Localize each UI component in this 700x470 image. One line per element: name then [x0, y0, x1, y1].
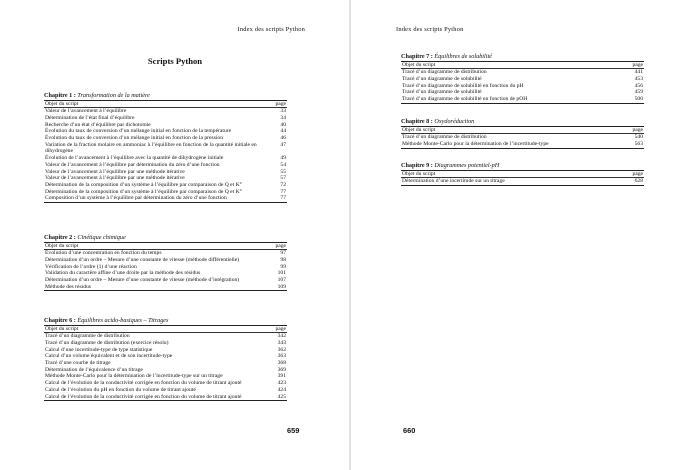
table-header-row [401, 170, 644, 178]
chapter-block [401, 118, 644, 149]
chapter-title [401, 53, 644, 61]
script-page: 72 [280, 181, 286, 188]
script-page: 441 [634, 69, 643, 76]
running-head-right: Index des scripts Python [396, 26, 464, 33]
script-object: Calcul de l’évolution de la conductivité corrigée en fonction du volume de titrant ajouté [45, 393, 242, 400]
script-object: Calcul d’une incertitude-type de type statistique [45, 346, 153, 353]
chapter-name: Équilibres de solubilité [434, 53, 492, 60]
table-row [401, 83, 644, 90]
chapter-label: Chapitre 1 : [44, 92, 76, 99]
page-title: Scripts Python [147, 56, 203, 66]
script-object: Tracé d’une courbe de titrage [45, 360, 111, 366]
script-page: 563 [634, 140, 643, 147]
table-row [44, 195, 287, 202]
chapter-name: Diagrammes potentiel-pH [434, 162, 500, 169]
script-page: 77 [280, 188, 286, 195]
script-page: 44 [280, 128, 286, 135]
script-object: Détermination de l’équivalence d’un titrage [45, 366, 143, 373]
script-object: Tracé d’un diagramme de solubilité en fonction de pOH [402, 96, 528, 102]
script-page: 49 [280, 155, 286, 162]
script-page: 628 [634, 178, 643, 185]
column-header-page: page [620, 61, 644, 69]
column-header-object: Objet du script [44, 242, 263, 250]
chapter-name: Transformation de la matière [77, 92, 150, 99]
table-row [401, 141, 644, 148]
chapter-name: Équilibres acido-basiques – Titrages [77, 317, 169, 324]
script-page: 456 [634, 82, 643, 89]
chapter-block [44, 234, 287, 291]
script-object: Évolution de l’avancement à l’équilibre avec la quantité de dihydrogène initiale [45, 155, 224, 162]
script-object: Valeur de l’avancement à l’équilibre [45, 108, 127, 115]
table-row [44, 270, 287, 277]
page-number-left: 659 [287, 426, 300, 435]
table-row [44, 257, 287, 264]
script-object: Valeur de l’avancement à l’équilibre par une méthode itérative [45, 168, 185, 175]
chapter-block [44, 92, 287, 203]
column-header-page: page [263, 100, 287, 108]
column-header-page: page [620, 126, 644, 134]
script-page: 34 [280, 114, 286, 121]
script-page: 500 [634, 96, 643, 102]
script-table [401, 170, 644, 186]
table-row [401, 134, 644, 141]
table-row [401, 89, 644, 96]
script-page: 425 [277, 393, 286, 400]
table-row [44, 333, 287, 340]
chapter-name: Cinétique chimique [77, 234, 126, 241]
table-row [44, 175, 287, 182]
script-page: 99 [280, 263, 286, 270]
column-header-object: Objet du script [401, 61, 620, 69]
table-row [44, 394, 287, 401]
script-object: Composition d’un système à l’équilibre par détermination du zéro d’une fonction [45, 195, 227, 202]
table-row [44, 367, 287, 374]
chapter-label: Chapitre 8 : [401, 118, 433, 125]
script-page: 369 [277, 366, 286, 373]
script-page: 33 [280, 108, 286, 115]
table-row [44, 155, 287, 162]
script-object: Calcul de l’évolution du pH en fonction du volume de titrant ajouté [45, 386, 196, 393]
column-header-page: page [263, 325, 287, 333]
script-object: Méthode Monte-Carlo pour la détermination de l’incertitude-type sur un titrage [45, 373, 223, 380]
script-page: 101 [277, 270, 286, 277]
script-table [44, 325, 287, 402]
script-object: Détermination d’une incertitude sur un titrage [402, 178, 505, 185]
script-object: Évolution du taux de conversion d’un mélange initial en fonction de la température [45, 128, 232, 135]
chapter-block [44, 317, 287, 401]
script-table [401, 61, 644, 104]
script-object: Tracé d’un diagramme de distribution [402, 134, 487, 141]
script-page: 47 [280, 141, 286, 148]
table-row [44, 250, 287, 257]
script-object: Détermination de la composition d’un système à l’équilibre par comparaison de Q et K° [45, 181, 242, 188]
script-object: Détermination de l’état final d’équilibre [45, 114, 135, 121]
script-page: 40 [280, 121, 286, 128]
script-page: 342 [277, 333, 286, 340]
table-row [44, 128, 287, 135]
script-object: Vérification de l’ordre (1) d’une réaction [45, 263, 137, 270]
table-row [44, 353, 287, 360]
chapter-name: Oxydoréduction [434, 118, 475, 125]
running-head-left: Index des scripts Python [237, 26, 305, 33]
table-row [44, 169, 287, 176]
script-object: Tracé d’un diagramme de solubilité [402, 75, 482, 82]
script-object: Recherche d’un état d’équilibre par dichotomie [45, 121, 151, 128]
script-page: 98 [280, 256, 286, 263]
script-object: Détermination d’un ordre – Mesure d’une constante de vitesse (méthode différentielle) [45, 256, 240, 263]
table-header-row [44, 325, 287, 333]
script-page: 97 [280, 250, 286, 257]
chapter-title [44, 234, 287, 242]
script-page: 368 [277, 360, 286, 366]
table-header-row [44, 100, 287, 108]
column-header-page: page [620, 170, 644, 178]
table-header-row [401, 61, 644, 69]
script-object: Calcul d’un volume équivalent et de son incertitude-type [45, 353, 173, 360]
script-page: 391 [277, 373, 286, 380]
chapter-title [401, 118, 644, 126]
table-row [401, 69, 644, 76]
script-page: 46 [280, 135, 286, 141]
script-page: 424 [277, 386, 286, 393]
table-row [401, 178, 644, 186]
script-object: Tracé d’un diagramme de distribution [45, 333, 130, 340]
script-page: 54 [280, 161, 286, 168]
script-table [44, 242, 287, 292]
table-row [44, 347, 287, 354]
script-table [44, 100, 287, 203]
script-object: Tracé d’un diagramme de distribution (exercice résolu) [45, 339, 169, 346]
column-header-page: page [263, 242, 287, 250]
table-row [401, 76, 644, 83]
table-header-row [401, 126, 644, 134]
script-page: 363 [277, 353, 286, 360]
chapter-title [401, 162, 644, 170]
table-row [44, 182, 287, 189]
column-header-object: Objet du script [44, 325, 263, 333]
table-row [44, 108, 287, 115]
table-row [44, 162, 287, 169]
column-header-object: Objet du script [401, 126, 620, 134]
script-object: Tracé d’un diagramme de distribution [402, 69, 487, 76]
script-page: 540 [634, 134, 643, 141]
column-header-object: Objet du script [401, 170, 620, 178]
script-table [401, 126, 644, 149]
script-object: Méthode des résidus [45, 283, 91, 290]
script-page: 362 [277, 346, 286, 353]
script-page: 55 [280, 168, 286, 175]
chapter-label: Chapitre 7 : [401, 53, 433, 60]
table-row [44, 135, 287, 142]
table-row [44, 277, 287, 284]
chapter-block [401, 53, 644, 104]
table-row [44, 115, 287, 122]
script-object: Valeur de l’avancement à l’équilibre par une méthode itérative [45, 175, 185, 182]
chapter-block [401, 162, 644, 186]
script-object: Calcul de l’évolution de la conductivité corrigée en fonction du volume de titrant ajouté [45, 380, 242, 387]
script-object: Détermination d’un ordre – Mesure d’une constante de vitesse (méthode d’intégration) [45, 277, 240, 283]
table-row [401, 96, 644, 103]
script-object: Méthode Monte-Carlo pour la détermination de l’incertitude-type [402, 140, 549, 147]
chapter-label: Chapitre 9 : [401, 162, 433, 169]
chapter-label: Chapitre 6 : [44, 317, 76, 324]
script-object: Évolution du taux de conversion d’un mélange initial en fonction de la pression [45, 135, 224, 141]
table-row [44, 142, 287, 155]
chapter-label: Chapitre 2 : [44, 234, 76, 241]
script-page: 57 [280, 175, 286, 182]
table-row [44, 387, 287, 394]
chapter-title [44, 317, 287, 325]
table-row [44, 380, 287, 387]
script-page: 107 [277, 277, 286, 283]
script-object: Validation du caractère affine d’une droite par la méthode des résidus [45, 270, 201, 277]
table-row [44, 284, 287, 291]
script-page: 343 [277, 339, 286, 346]
script-object: Détermination de la composition d’un système à l’équilibre par comparaison de Q et K° [45, 188, 242, 195]
page-number-right: 660 [403, 426, 416, 435]
script-page: 453 [634, 75, 643, 82]
column-header-object: Objet du script [44, 100, 263, 108]
script-page: 423 [277, 380, 286, 387]
script-page: 77 [280, 195, 286, 202]
table-row [44, 360, 287, 367]
script-page: 109 [277, 283, 286, 290]
table-header-row [44, 242, 287, 250]
script-object: Tracé d’un diagramme de solubilité en fonction du pH [402, 82, 524, 89]
script-object: Valeur de l’avancement à l’équilibre par détermination du zéro d’une fonction [45, 161, 220, 168]
script-object: Évolution d’une concentration en fonction du temps [45, 250, 162, 257]
table-row [44, 340, 287, 347]
script-page: 459 [634, 89, 643, 96]
script-object: Variation de la fraction molaire en ammoniac à l’équilibre en fonction de la quantité initiale en dihydrogène [45, 141, 257, 155]
script-object: Tracé d’un diagramme de solubilité [402, 89, 482, 96]
chapter-title [44, 92, 287, 100]
